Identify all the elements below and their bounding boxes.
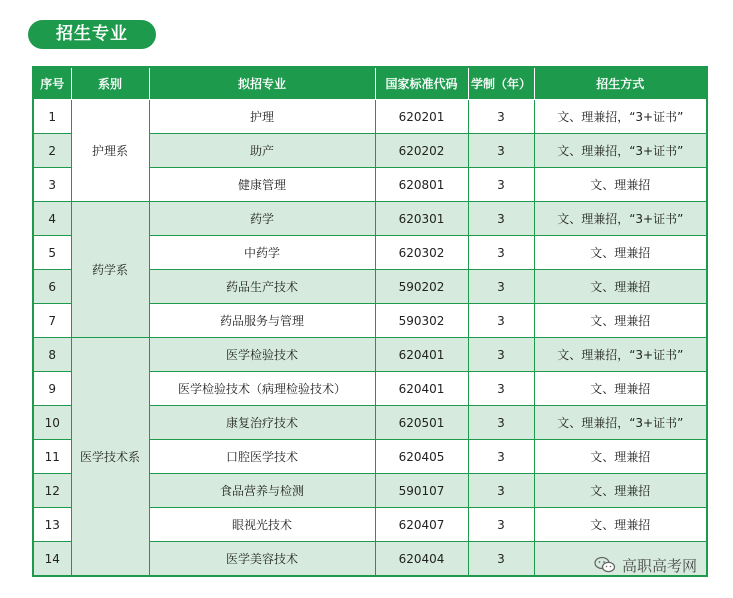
cell-years: 3 [468,304,534,338]
cell-method: 文、理兼招 [534,270,707,304]
header-department: 系别 [71,67,149,100]
cell-years: 3 [468,406,534,440]
cell-major: 医学美容技术 [149,542,375,577]
header-no: 序号 [33,67,71,100]
cell-no: 7 [33,304,71,338]
cell-no: 5 [33,236,71,270]
cell-years: 3 [468,168,534,202]
table-row [33,338,707,372]
cell-code: 620401 [375,372,468,406]
cell-no: 4 [33,202,71,236]
watermark [594,555,697,575]
cell-code: 620501 [375,406,468,440]
cell-major: 眼视光技术 [149,508,375,542]
cell-years: 3 [468,134,534,168]
cell-method: 文、理兼招，“3+证书” [534,406,707,440]
cell-method: 文、理兼招 [534,474,707,508]
cell-method: 文、理兼招 [534,372,707,406]
cell-no: 2 [33,134,71,168]
cell-major: 口腔医学技术 [149,440,375,474]
cell-method: 文、理兼招，“3+证书” [534,134,707,168]
cell-major: 助产 [149,134,375,168]
cell-major: 护理 [149,100,375,134]
cell-no: 14 [33,542,71,577]
cell-code: 620202 [375,134,468,168]
cell-major: 食品营养与检测 [149,474,375,508]
cell-no: 11 [33,440,71,474]
table-row [33,202,707,236]
cell-code: 620405 [375,440,468,474]
cell-method: 文、理兼招 [534,236,707,270]
cell-major: 医学检验技术（病理检验技术） [149,372,375,406]
cell-method: 文、理兼招 [534,440,707,474]
cell-years: 3 [468,440,534,474]
cell-major: 药品生产技术 [149,270,375,304]
cell-code: 620301 [375,202,468,236]
cell-major: 医学检验技术 [149,338,375,372]
cell-no: 3 [33,168,71,202]
cell-code: 590202 [375,270,468,304]
cell-code: 620404 [375,542,468,577]
cell-no: 1 [33,100,71,134]
cell-no: 10 [33,406,71,440]
cell-major: 中药学 [149,236,375,270]
cell-department: 药学系 [71,202,149,338]
majors-table [32,66,708,577]
section-title: 招生专业 [28,20,156,49]
header-years: 学制（年） [468,67,534,100]
cell-years: 3 [468,270,534,304]
header-major: 拟招专业 [149,67,375,100]
cell-major: 康复治疗技术 [149,406,375,440]
cell-years: 3 [468,100,534,134]
cell-years: 3 [468,338,534,372]
cell-department: 护理系 [71,100,149,202]
cell-years: 3 [468,372,534,406]
wechat-icon [594,556,616,574]
cell-no: 12 [33,474,71,508]
cell-major: 药学 [149,202,375,236]
cell-no: 6 [33,270,71,304]
cell-no: 8 [33,338,71,372]
cell-no: 9 [33,372,71,406]
cell-method: 文、理兼招 [534,508,707,542]
cell-major: 药品服务与管理 [149,304,375,338]
cell-code: 620401 [375,338,468,372]
cell-method: 文、理兼招 [534,168,707,202]
cell-method: 文、理兼招，“3+证书” [534,338,707,372]
cell-code: 620201 [375,100,468,134]
cell-years: 3 [468,236,534,270]
header-method: 招生方式 [534,67,707,100]
cell-department: 医学技术系 [71,338,149,577]
table-row [33,100,707,134]
cell-code: 620302 [375,236,468,270]
cell-years: 3 [468,508,534,542]
table-header-row [33,67,707,100]
cell-no: 13 [33,508,71,542]
cell-code: 590302 [375,304,468,338]
cell-code: 620407 [375,508,468,542]
cell-method: 文、理兼招，“3+证书” [534,100,707,134]
cell-method: 文、理兼招，“3+证书” [534,202,707,236]
cell-code: 620801 [375,168,468,202]
cell-years: 3 [468,474,534,508]
header-code: 国家标准代码 [375,67,468,100]
watermark-text: 高职高考网 [622,556,698,575]
cell-method: 文、理兼招 [534,304,707,338]
cell-years: 3 [468,202,534,236]
cell-major: 健康管理 [149,168,375,202]
cell-code: 590107 [375,474,468,508]
cell-years: 3 [468,542,534,577]
